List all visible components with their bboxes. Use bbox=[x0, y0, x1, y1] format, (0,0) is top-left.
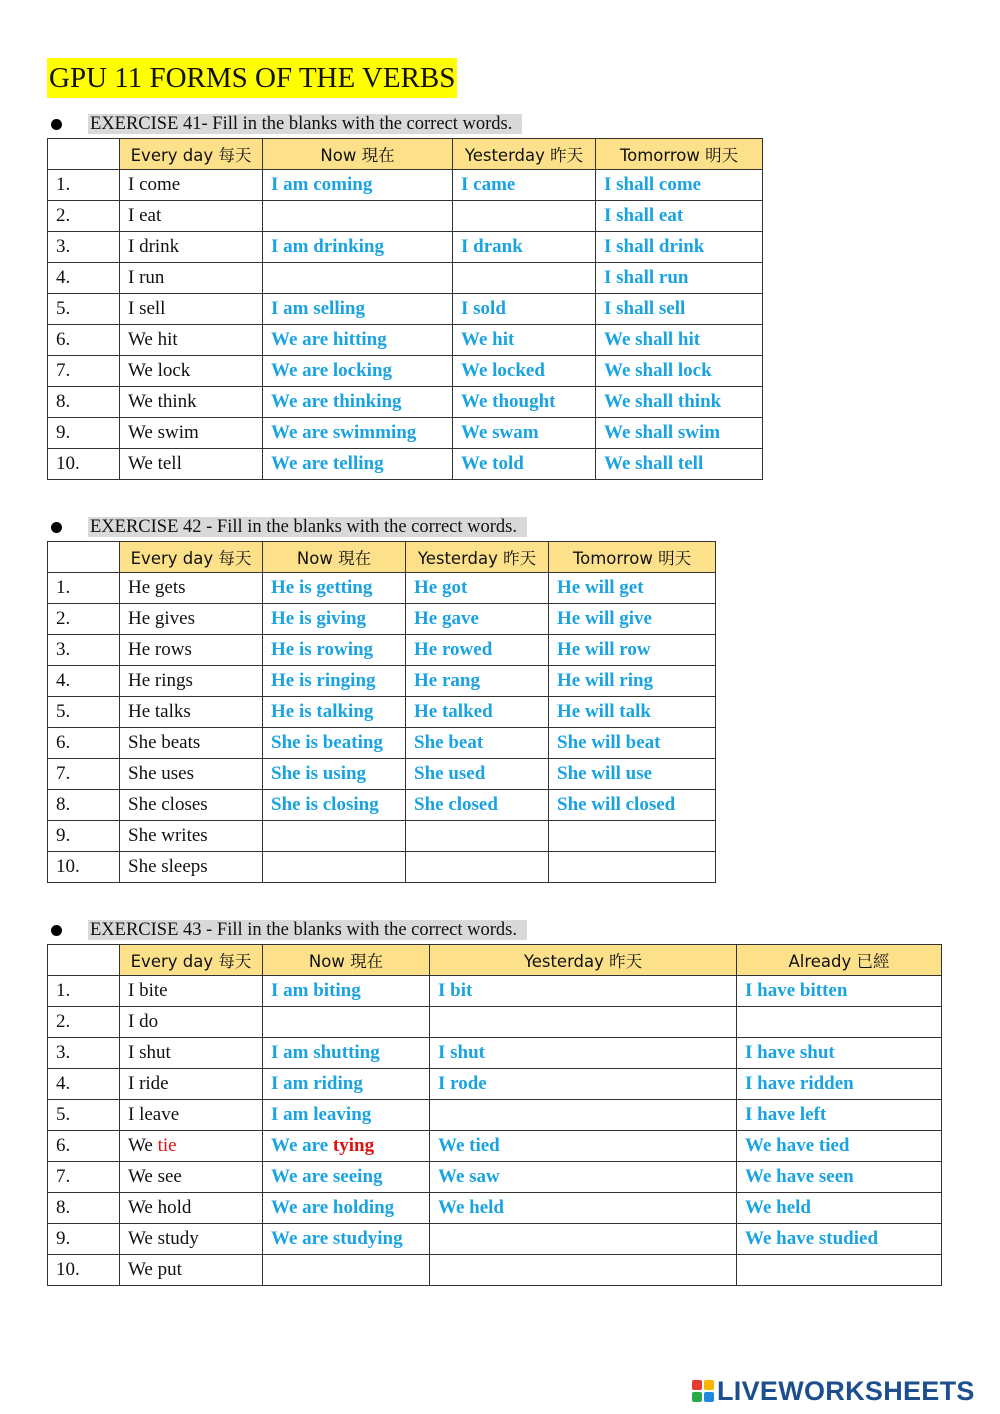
answer-cell: I am leaving bbox=[263, 1100, 430, 1131]
exercise-41-heading bbox=[47, 112, 522, 136]
header-now: Now 現在 bbox=[263, 945, 430, 976]
given-verb-cell: We put bbox=[120, 1255, 263, 1286]
answer-cell: She will use bbox=[549, 759, 716, 790]
answer-cell: We shall lock bbox=[596, 356, 763, 387]
row-number: 10. bbox=[48, 449, 120, 480]
table-row bbox=[48, 232, 763, 263]
table-row bbox=[48, 325, 763, 356]
table-row bbox=[48, 1038, 942, 1069]
row-number: 8. bbox=[48, 790, 120, 821]
answer-cell: I have shut bbox=[737, 1038, 942, 1069]
answer-cell: We are swimming bbox=[263, 418, 453, 449]
answer-cell: We locked bbox=[453, 356, 596, 387]
answer-cell: She will closed bbox=[549, 790, 716, 821]
answer-cell: We are locking bbox=[263, 356, 453, 387]
row-number: 6. bbox=[48, 728, 120, 759]
header-col5: Already 已經 bbox=[737, 945, 942, 976]
answer-cell: He will get bbox=[549, 573, 716, 604]
row-number: 4. bbox=[48, 1069, 120, 1100]
table-row bbox=[48, 1193, 942, 1224]
table-row bbox=[48, 604, 716, 635]
liveworksheets-logo bbox=[692, 1374, 975, 1408]
table-row bbox=[48, 1007, 942, 1038]
bullet-icon bbox=[51, 119, 62, 130]
answer-cell: He is rowing bbox=[263, 635, 406, 666]
answer-cell: I shall come bbox=[596, 170, 763, 201]
row-number: 1. bbox=[48, 976, 120, 1007]
answer-cell: He will row bbox=[549, 635, 716, 666]
given-verb-cell: I leave bbox=[120, 1100, 263, 1131]
answer-cell: I rode bbox=[430, 1069, 737, 1100]
blank-answer-cell[interactable] bbox=[263, 1255, 430, 1286]
answer-cell: We are telling bbox=[263, 449, 453, 480]
answer-cell: I bit bbox=[430, 976, 737, 1007]
row-number: 1. bbox=[48, 573, 120, 604]
row-number: 2. bbox=[48, 1007, 120, 1038]
blank-answer-cell[interactable] bbox=[263, 821, 406, 852]
row-number: 6. bbox=[48, 325, 120, 356]
answer-cell: I am coming bbox=[263, 170, 453, 201]
row-number: 1. bbox=[48, 170, 120, 201]
given-verb-cell: We swim bbox=[120, 418, 263, 449]
table-row bbox=[48, 976, 942, 1007]
exercise-42-heading bbox=[47, 515, 527, 539]
answer-cell: I am biting bbox=[263, 976, 430, 1007]
highlighted-word: tie bbox=[157, 1135, 177, 1156]
table-row bbox=[48, 449, 763, 480]
answer-cell: We held bbox=[737, 1193, 942, 1224]
logo-square-2 bbox=[704, 1380, 714, 1390]
row-number: 9. bbox=[48, 1224, 120, 1255]
blank-answer-cell[interactable] bbox=[549, 852, 716, 883]
answer-cell: We are studying bbox=[263, 1224, 430, 1255]
given-verb-cell: We see bbox=[120, 1162, 263, 1193]
answer-cell: We are seeing bbox=[263, 1162, 430, 1193]
logo-square-1 bbox=[692, 1380, 702, 1390]
answer-cell: We have tied bbox=[737, 1131, 942, 1162]
given-verb-cell: He talks bbox=[120, 697, 263, 728]
given-verb-cell: We hit bbox=[120, 325, 263, 356]
answer-cell: I shall eat bbox=[596, 201, 763, 232]
answer-cell: He rang bbox=[406, 666, 549, 697]
table-row bbox=[48, 1131, 942, 1162]
given-verb-cell: He gets bbox=[120, 573, 263, 604]
answer-cell bbox=[263, 1131, 430, 1162]
table-row bbox=[48, 759, 716, 790]
given-verb-cell: She closes bbox=[120, 790, 263, 821]
answer-cell: I have ridden bbox=[737, 1069, 942, 1100]
exercise-43-table bbox=[47, 944, 942, 1286]
answer-cell: We shall hit bbox=[596, 325, 763, 356]
given-verb-cell: She sleeps bbox=[120, 852, 263, 883]
table-header-row bbox=[48, 542, 716, 573]
header-every-day: Every day 每天 bbox=[120, 945, 263, 976]
row-number: 10. bbox=[48, 1255, 120, 1286]
given-verb-cell: I bite bbox=[120, 976, 263, 1007]
table-row bbox=[48, 821, 716, 852]
given-verb-cell: We lock bbox=[120, 356, 263, 387]
header-yesterday: Yesterday 昨天 bbox=[453, 139, 596, 170]
answer-cell: We are hitting bbox=[263, 325, 453, 356]
answer-cell: We shall tell bbox=[596, 449, 763, 480]
answer-cell: I sold bbox=[453, 294, 596, 325]
given-verb-cell: She writes bbox=[120, 821, 263, 852]
answer-cell: We have studied bbox=[737, 1224, 942, 1255]
logo-text: LIVEWORKSHEETS bbox=[717, 1375, 975, 1406]
answer-cell: He rowed bbox=[406, 635, 549, 666]
header-now: Now 現在 bbox=[263, 139, 453, 170]
answer-cell: She beat bbox=[406, 728, 549, 759]
header-number bbox=[48, 945, 120, 976]
given-verb-cell: I come bbox=[120, 170, 263, 201]
given-verb-cell: We tell bbox=[120, 449, 263, 480]
answer-cell: We tied bbox=[430, 1131, 737, 1162]
given-verb-cell: I drink bbox=[120, 232, 263, 263]
bullet-icon bbox=[51, 925, 62, 936]
blank-answer-cell[interactable] bbox=[453, 263, 596, 294]
blank-answer-cell[interactable] bbox=[737, 1255, 942, 1286]
table-row bbox=[48, 1162, 942, 1193]
answer-cell: I am riding bbox=[263, 1069, 430, 1100]
blank-answer-cell[interactable] bbox=[263, 201, 453, 232]
answer-cell: I have left bbox=[737, 1100, 942, 1131]
liveworksheets-logo-mark-icon bbox=[692, 1380, 714, 1402]
answer-cell: He gave bbox=[406, 604, 549, 635]
answer-cell: She is using bbox=[263, 759, 406, 790]
answer-cell: We are thinking bbox=[263, 387, 453, 418]
row-number: 9. bbox=[48, 418, 120, 449]
cell-text: We are bbox=[271, 1135, 333, 1156]
answer-cell: We held bbox=[430, 1193, 737, 1224]
blank-answer-cell[interactable] bbox=[453, 201, 596, 232]
answer-cell: I am selling bbox=[263, 294, 453, 325]
answer-cell: I shut bbox=[430, 1038, 737, 1069]
blank-answer-cell[interactable] bbox=[430, 1255, 737, 1286]
table-row bbox=[48, 635, 716, 666]
given-verb-cell: I do bbox=[120, 1007, 263, 1038]
row-number: 5. bbox=[48, 1100, 120, 1131]
row-number: 10. bbox=[48, 852, 120, 883]
blank-answer-cell[interactable] bbox=[430, 1100, 737, 1131]
row-number: 5. bbox=[48, 294, 120, 325]
row-number: 2. bbox=[48, 604, 120, 635]
logo-square-4 bbox=[704, 1392, 714, 1402]
answer-cell: He is giving bbox=[263, 604, 406, 635]
answer-cell: We saw bbox=[430, 1162, 737, 1193]
table-row bbox=[48, 418, 763, 449]
given-verb-cell: I shut bbox=[120, 1038, 263, 1069]
table-row bbox=[48, 728, 716, 759]
answer-cell: We told bbox=[453, 449, 596, 480]
answer-cell: She will beat bbox=[549, 728, 716, 759]
answer-cell: I have bitten bbox=[737, 976, 942, 1007]
table-row bbox=[48, 356, 763, 387]
given-verb-cell: We hold bbox=[120, 1193, 263, 1224]
cell-text: We bbox=[128, 1135, 158, 1156]
row-number: 8. bbox=[48, 387, 120, 418]
table-row bbox=[48, 1069, 942, 1100]
header-every-day: Every day 每天 bbox=[120, 542, 263, 573]
blank-answer-cell[interactable] bbox=[406, 852, 549, 883]
table-header-row bbox=[48, 139, 763, 170]
given-verb-cell: We study bbox=[120, 1224, 263, 1255]
given-verb-cell: She uses bbox=[120, 759, 263, 790]
bullet-icon bbox=[51, 522, 62, 533]
given-verb-cell bbox=[120, 1131, 263, 1162]
answer-cell: He talked bbox=[406, 697, 549, 728]
answer-cell: We thought bbox=[453, 387, 596, 418]
header-number bbox=[48, 542, 120, 573]
given-verb-cell: I run bbox=[120, 263, 263, 294]
blank-answer-cell[interactable] bbox=[549, 821, 716, 852]
row-number: 3. bbox=[48, 635, 120, 666]
answer-cell: I am shutting bbox=[263, 1038, 430, 1069]
exercise-heading-text: EXERCISE 42 - Fill in the blanks with the correct words. bbox=[88, 517, 527, 537]
blank-answer-cell[interactable] bbox=[263, 1007, 430, 1038]
answer-cell: She closed bbox=[406, 790, 549, 821]
table-row bbox=[48, 790, 716, 821]
blank-answer-cell[interactable] bbox=[263, 852, 406, 883]
blank-answer-cell[interactable] bbox=[406, 821, 549, 852]
header-yesterday: Yesterday 昨天 bbox=[430, 945, 737, 976]
table-row bbox=[48, 1100, 942, 1131]
blank-answer-cell[interactable] bbox=[263, 263, 453, 294]
exercise-heading-text: EXERCISE 41- Fill in the blanks with the correct words. bbox=[88, 114, 522, 134]
row-number: 5. bbox=[48, 697, 120, 728]
answer-cell: We shall swim bbox=[596, 418, 763, 449]
answer-cell: I shall run bbox=[596, 263, 763, 294]
answer-cell: He will ring bbox=[549, 666, 716, 697]
row-number: 4. bbox=[48, 263, 120, 294]
row-number: 2. bbox=[48, 201, 120, 232]
row-number: 7. bbox=[48, 1162, 120, 1193]
table-header-row bbox=[48, 945, 942, 976]
table-row bbox=[48, 1224, 942, 1255]
answer-cell: She is closing bbox=[263, 790, 406, 821]
row-number: 7. bbox=[48, 759, 120, 790]
row-number: 7. bbox=[48, 356, 120, 387]
answer-cell: We swam bbox=[453, 418, 596, 449]
exercise-41-table bbox=[47, 138, 763, 480]
given-verb-cell: We think bbox=[120, 387, 263, 418]
given-verb-cell: He gives bbox=[120, 604, 263, 635]
given-verb-cell: I eat bbox=[120, 201, 263, 232]
answer-cell: She is beating bbox=[263, 728, 406, 759]
answer-cell: We are holding bbox=[263, 1193, 430, 1224]
blank-answer-cell[interactable] bbox=[430, 1007, 737, 1038]
logo-square-3 bbox=[692, 1392, 702, 1402]
given-verb-cell: I ride bbox=[120, 1069, 263, 1100]
table-row bbox=[48, 666, 716, 697]
row-number: 4. bbox=[48, 666, 120, 697]
answer-cell: He is getting bbox=[263, 573, 406, 604]
answer-cell: We shall think bbox=[596, 387, 763, 418]
row-number: 6. bbox=[48, 1131, 120, 1162]
answer-cell: I drank bbox=[453, 232, 596, 263]
given-verb-cell: I sell bbox=[120, 294, 263, 325]
answer-cell: She used bbox=[406, 759, 549, 790]
row-number: 3. bbox=[48, 1038, 120, 1069]
given-verb-cell: She beats bbox=[120, 728, 263, 759]
page-title: GPU 11 FORMS OF THE VERBS bbox=[47, 58, 457, 98]
blank-answer-cell[interactable] bbox=[430, 1224, 737, 1255]
row-number: 8. bbox=[48, 1193, 120, 1224]
table-row bbox=[48, 201, 763, 232]
table-row bbox=[48, 573, 716, 604]
exercise-43-heading bbox=[47, 918, 527, 942]
answer-cell: I came bbox=[453, 170, 596, 201]
answer-cell: He will talk bbox=[549, 697, 716, 728]
table-row bbox=[48, 697, 716, 728]
answer-cell: He got bbox=[406, 573, 549, 604]
header-now: Now 現在 bbox=[263, 542, 406, 573]
exercise-42-table bbox=[47, 541, 716, 883]
given-verb-cell: He rows bbox=[120, 635, 263, 666]
row-number: 3. bbox=[48, 232, 120, 263]
blank-answer-cell[interactable] bbox=[737, 1007, 942, 1038]
table-row bbox=[48, 294, 763, 325]
exercise-heading-text: EXERCISE 43 - Fill in the blanks with the correct words. bbox=[88, 920, 527, 940]
highlighted-word: tying bbox=[332, 1135, 375, 1156]
answer-cell: I shall sell bbox=[596, 294, 763, 325]
header-every-day: Every day 每天 bbox=[120, 139, 263, 170]
answer-cell: We have seen bbox=[737, 1162, 942, 1193]
table-row bbox=[48, 852, 716, 883]
answer-cell: He is talking bbox=[263, 697, 406, 728]
table-row bbox=[48, 170, 763, 201]
answer-cell: He is ringing bbox=[263, 666, 406, 697]
row-number: 9. bbox=[48, 821, 120, 852]
header-number bbox=[48, 139, 120, 170]
table-row bbox=[48, 387, 763, 418]
answer-cell: I am drinking bbox=[263, 232, 453, 263]
table-row bbox=[48, 263, 763, 294]
answer-cell: I shall drink bbox=[596, 232, 763, 263]
header-col5: Tomorrow 明天 bbox=[596, 139, 763, 170]
answer-cell: We hit bbox=[453, 325, 596, 356]
header-col5: Tomorrow 明天 bbox=[549, 542, 716, 573]
answer-cell: He will give bbox=[549, 604, 716, 635]
header-yesterday: Yesterday 昨天 bbox=[406, 542, 549, 573]
given-verb-cell: He rings bbox=[120, 666, 263, 697]
table-row bbox=[48, 1255, 942, 1286]
